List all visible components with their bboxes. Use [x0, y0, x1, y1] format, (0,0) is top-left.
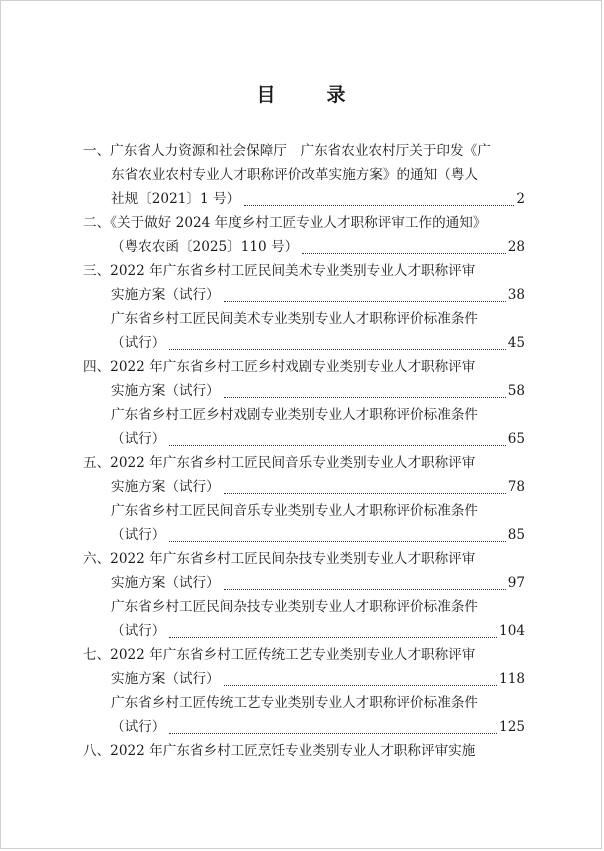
toc-line: 一、广东省人力资源和社会保障厅 广东省农业农村厅关于印发《广 — [83, 143, 491, 159]
toc-line: 七、2022 年广东省乡村工匠传统工艺专业类别专业人才职称评审 — [83, 647, 476, 663]
toc-line: 广东省乡村工匠乡村戏剧专业类别专业人才职称评价标准条件 — [111, 407, 479, 423]
toc-line-with-page — [83, 475, 525, 499]
toc-line: 社规〔2021〕1 号） — [111, 191, 241, 207]
toc-line: 六、2022 年广东省乡村工匠民间杂技专业类别专业人才职称评审 — [83, 551, 476, 567]
toc-entry-6[interactable] — [83, 547, 525, 595]
toc-line: 广东省乡村工匠民间杂技专业类别专业人才职称评价标准条件 — [111, 599, 479, 615]
toc-line: 四、2022 年广东省乡村工匠乡村戏剧专业类别专业人才职称评审 — [83, 359, 476, 375]
toc-line: （试行） — [111, 527, 166, 543]
toc-entry-3-sub[interactable] — [83, 307, 525, 355]
toc-entry-7-sub[interactable] — [83, 691, 525, 739]
dot-leader — [224, 677, 497, 686]
toc-entry-3[interactable] — [83, 259, 525, 307]
toc-line-with-page — [83, 283, 525, 307]
page-number: 85 — [507, 527, 525, 543]
toc-line: 广东省乡村工匠民间美术专业类别专业人才职称评价标准条件 — [111, 311, 479, 327]
toc-line-with-page — [83, 523, 525, 547]
toc-line: 实施方案（试行） — [111, 671, 220, 687]
toc-line: 实施方案（试行） — [111, 287, 220, 303]
dot-leader — [224, 485, 506, 494]
toc-entry-4-sub[interactable] — [83, 403, 525, 451]
toc-line: 五、2022 年广东省乡村工匠民间音乐专业类别专业人才职称评审 — [83, 455, 476, 471]
toc-line-with-page — [83, 571, 525, 595]
page-number: 118 — [499, 671, 525, 687]
page-number: 38 — [507, 287, 525, 303]
page-number: 97 — [507, 575, 525, 591]
toc-line: 实施方案（试行） — [111, 383, 220, 399]
dot-leader — [169, 437, 505, 446]
toc-line: （粤农农函〔2025〕110 号） — [111, 239, 299, 255]
toc-entry-4[interactable] — [83, 355, 525, 403]
table-of-contents — [83, 139, 525, 763]
page-number: 65 — [507, 431, 525, 447]
page-number: 2 — [516, 191, 525, 207]
toc-line-with-page — [83, 619, 525, 643]
toc-line: 实施方案（试行） — [111, 575, 220, 591]
toc-line: 广东省乡村工匠传统工艺专业类别专业人才职称评价标准条件 — [111, 695, 479, 711]
dot-leader — [169, 725, 497, 734]
toc-line: 三、2022 年广东省乡村工匠民间美术专业类别专业人才职称评审 — [83, 263, 476, 279]
toc-line: 东省农业农村专业人才职称评价改革实施方案》的通知（粤人 — [111, 167, 479, 183]
page-number: 28 — [507, 239, 525, 255]
toc-entry-6-sub[interactable] — [83, 595, 525, 643]
toc-line-with-page — [83, 715, 525, 739]
page-number: 104 — [499, 623, 525, 639]
page-number: 45 — [507, 335, 525, 351]
toc-line-with-page — [83, 427, 525, 451]
dot-leader — [302, 245, 505, 254]
toc-entry-7[interactable] — [83, 643, 525, 691]
dot-leader — [224, 389, 506, 398]
page-number: 125 — [499, 719, 525, 735]
toc-line: （试行） — [111, 431, 166, 447]
toc-entry-5-sub[interactable] — [83, 499, 525, 547]
toc-title: 目 录 — [256, 84, 362, 106]
dot-leader — [169, 341, 505, 350]
dot-leader — [244, 197, 514, 206]
toc-line: （试行） — [111, 719, 166, 735]
toc-line: （试行） — [111, 623, 166, 639]
dot-leader — [224, 581, 506, 590]
toc-line: 广东省乡村工匠民间音乐专业类别专业人才职称评价标准条件 — [111, 503, 479, 519]
toc-line-with-page — [83, 667, 525, 691]
toc-entry-2[interactable] — [83, 211, 525, 259]
toc-entry-8[interactable] — [83, 739, 525, 763]
toc-line: （试行） — [111, 335, 166, 351]
dot-leader — [169, 533, 505, 542]
page-number: 78 — [507, 479, 525, 495]
toc-line-with-page — [83, 379, 525, 403]
page-number: 58 — [507, 383, 525, 399]
toc-line: 二、《关于做好 2024 年度乡村工匠专业人才职称评审工作的通知》 — [83, 215, 487, 231]
dot-leader — [224, 293, 506, 302]
toc-line-with-page — [83, 187, 525, 211]
toc-entry-5[interactable] — [83, 451, 525, 499]
toc-entry-1[interactable] — [83, 139, 525, 211]
toc-line-with-page — [83, 235, 525, 259]
toc-line: 实施方案（试行） — [111, 479, 220, 495]
toc-line-with-page — [83, 331, 525, 355]
toc-line: 八、2022 年广东省乡村工匠烹饪专业类别专业人才职称评审实施 — [83, 743, 476, 759]
dot-leader — [169, 629, 497, 638]
